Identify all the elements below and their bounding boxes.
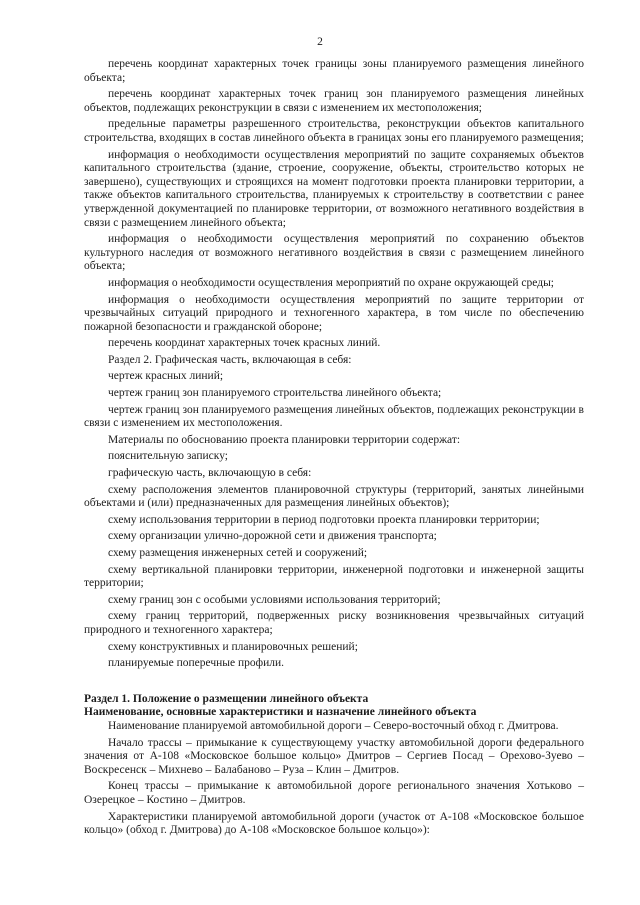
list-item: схему организации улично-дорожной сети и движения транспорта;: [108, 530, 437, 543]
list-item: чертеж границ зон планируемого строительства линейного объекта;: [108, 387, 442, 400]
list-item: чертеж красных линий;: [108, 370, 224, 383]
subsection-heading: Наименование, основные характеристики и назначение линейного объекта: [84, 706, 477, 719]
list-item: чертеж границ зон планируемого размещения линейных объектов, подлежащих реконструкции в связи с изменением их местоположения.: [84, 403, 584, 430]
body-paragraph: Характеристики планируемой автомобильной дороги (участок от А-108 «Московское большое кольцо» (обход г. Дмитрова) до А-108 «Московское большое кольцо»):: [84, 810, 584, 837]
list-item: перечень координат характерных точек границы зоны планируемого размещения линейного объекта;: [84, 58, 584, 84]
list-item: схему конструктивных и планировочных решений;: [108, 640, 358, 653]
list-item: схему границ территорий, подверженных риску возникновения чрезвычайных ситуаций природного и техногенного характера;: [84, 610, 584, 636]
requirements-list: [84, 58, 584, 838]
section-heading: Раздел 1. Положение о размещении линейного объекта: [84, 692, 369, 705]
list-item: Материалы по обоснованию проекта планировки территории содержат:: [108, 433, 461, 446]
page-number: 2: [317, 36, 323, 48]
body-paragraph: Начало трассы – примыкание к существующему участку автомобильной дороги федерального значения от А-108 «Московское большое кольцо» Дмитров – Сергиев Посад – Орехово-Зуево – Воскресенск – Михнево – Балабаново – Руза – Клин – Дмитров.: [84, 736, 584, 776]
body-paragraph: Конец трассы – примыкание к автомобильной дороге регионального значения Хотьково – Озерецкое – Костино – Дмитров.: [84, 780, 584, 806]
list-item: схему расположения элементов планировочной структуры (территорий, занятых линейными объектами и (или) предназначенных для размещения линейных объектов);: [84, 483, 584, 510]
list-item: информация о необходимости осуществления мероприятий по защите территории от чрезвычайных ситуаций природного и техногенного характера, в том числе по обеспечению пожарной безопасности и гражданской обороне;: [84, 293, 584, 333]
list-item: информация о необходимости осуществления мероприятий по сохранению объектов культурного наследия от возможного негативного воздействия в связи с размещением линейного объекта;: [84, 233, 584, 273]
list-item: пояснительную записку;: [108, 450, 228, 463]
list-item: схему использования территории в период подготовки проекта планировки территории;: [108, 513, 540, 526]
body-paragraph: Наименование планируемой автомобильной дороги – Северо-восточный обход г. Дмитрова.: [108, 719, 559, 732]
list-item: планируемые поперечные профили.: [108, 657, 284, 670]
list-item: схему размещения инженерных сетей и сооружений;: [108, 547, 368, 559]
list-item: информация о необходимости осуществления мероприятий по охране окружающей среды;: [108, 276, 554, 289]
list-item: перечень координат характерных точек границ зон планируемого размещения линейных объектов, подлежащих реконструкции в связи с изменением их местоположения;: [84, 88, 584, 114]
list-item: графическую часть, включающую в себя:: [108, 467, 312, 480]
list-item: предельные параметры разрешенного строительства, реконструкции объектов капитального строительства, входящих в состав линейного объекта в границах зоны его планируемого размещения;: [84, 118, 584, 144]
list-item: Раздел 2. Графическая часть, включающая в себя:: [108, 353, 352, 366]
list-item: схему границ зон с особыми условиями использования территорий;: [108, 593, 441, 606]
list-item: перечень координат характерных точек красных линий.: [108, 337, 381, 350]
list-item: схему вертикальной планировки территории, инженерной подготовки и инженерной защиты территории;: [84, 563, 584, 590]
list-item: информация о необходимости осуществления мероприятий по защите сохраняемых объектов капитального строительства (здание, строение, сооружение, объекты, строительство которых не завершено), существующих и строящихся на момент подготовки проекта планировки территории, а также объектов капитального строительства, планируемых к строительству в соответствии с ранее утвержденной документацией по планировке территории, от возможного негативного воздействия в связи с размещением линейного объекта;: [84, 148, 584, 229]
